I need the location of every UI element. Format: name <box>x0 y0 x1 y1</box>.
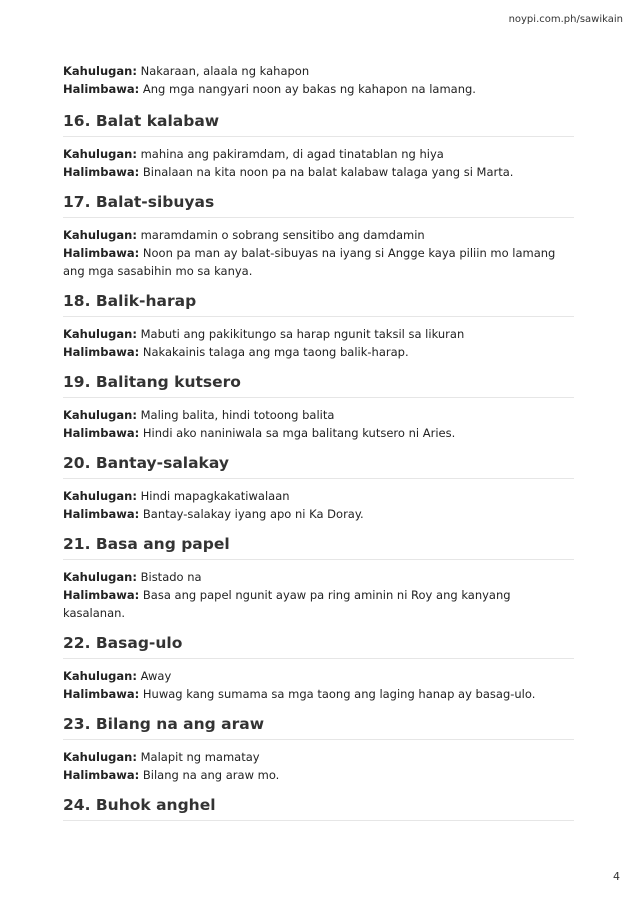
entry-title: 22. Basag-ulo <box>63 634 574 659</box>
meaning-text: Malapit ng mamatay <box>140 750 260 764</box>
idiom-entry <box>63 634 574 703</box>
meaning-text: Hindi mapagkakatiwalaan <box>140 489 290 503</box>
meaning-label: Kahulugan: <box>63 489 137 503</box>
meaning-text: Nakaraan, alaala ng kahapon <box>140 64 310 78</box>
entry-title: 20. Bantay-salakay <box>63 454 574 479</box>
meaning-label: Kahulugan: <box>63 64 137 78</box>
idiom-entry <box>63 454 574 523</box>
source-url[interactable]: noypi.com.ph/sawikain <box>508 14 623 25</box>
meaning-line <box>63 748 574 766</box>
meaning-line <box>63 325 574 343</box>
example-text: Noon pa man ay balat-sibuyas na iyang si Angge kaya piliin mo lamang ang mga sasabihin mo sa kanya. <box>63 246 556 278</box>
example-label: Halimbawa: <box>63 588 140 602</box>
entry-title: 17. Balat-sibuyas <box>63 193 574 218</box>
meaning-label: Kahulugan: <box>63 750 137 764</box>
page-number: 4 <box>613 870 620 883</box>
example-label: Halimbawa: <box>63 345 140 359</box>
example-line <box>63 685 574 703</box>
meaning-label: Kahulugan: <box>63 669 137 683</box>
example-label: Halimbawa: <box>63 507 140 521</box>
example-line <box>63 343 574 361</box>
meaning-line <box>63 226 574 244</box>
example-text: Bantay-salakay iyang apo ni Ka Doray. <box>142 507 364 521</box>
meaning-line <box>63 62 574 80</box>
meaning-label: Kahulugan: <box>63 327 137 341</box>
example-label: Halimbawa: <box>63 426 140 440</box>
example-text: Hindi ako naniniwala sa mga balitang kutsero ni Aries. <box>142 426 456 440</box>
example-line <box>63 80 574 98</box>
page-content <box>63 62 574 833</box>
meaning-line <box>63 568 574 586</box>
example-text: Nakakainis talaga ang mga taong balik-harap. <box>142 345 409 359</box>
entry-title: 23. Bilang na ang araw <box>63 715 574 740</box>
example-label: Halimbawa: <box>63 82 140 96</box>
meaning-text: Bistado na <box>140 570 202 584</box>
idiom-entry <box>63 193 574 280</box>
entry-title: 18. Balik-harap <box>63 292 574 317</box>
previous-entry-continuation <box>63 62 574 98</box>
meaning-text: maramdamin o sobrang sensitibo ang damdamin <box>140 228 425 242</box>
example-text: Basa ang papel ngunit ayaw pa ring aminin ni Roy ang kanyang kasalanan. <box>63 588 511 620</box>
meaning-text: mahina ang pakiramdam, di agad tinatablan ng hiya <box>140 147 444 161</box>
example-label: Halimbawa: <box>63 165 140 179</box>
example-text: Huwag kang sumama sa mga taong ang laging hanap ay basag-ulo. <box>142 687 536 701</box>
meaning-line <box>63 487 574 505</box>
meaning-label: Kahulugan: <box>63 228 137 242</box>
example-line <box>63 586 574 622</box>
meaning-line <box>63 145 574 163</box>
example-line <box>63 424 574 442</box>
meaning-label: Kahulugan: <box>63 408 137 422</box>
entry-title: 19. Balitang kutsero <box>63 373 574 398</box>
idiom-entry <box>63 112 574 181</box>
example-line <box>63 505 574 523</box>
example-label: Halimbawa: <box>63 687 140 701</box>
example-label: Halimbawa: <box>63 768 140 782</box>
meaning-text: Maling balita, hindi totoong balita <box>140 408 335 422</box>
idiom-entry <box>63 292 574 361</box>
entry-title: 21. Basa ang papel <box>63 535 574 560</box>
example-line <box>63 766 574 784</box>
idiom-entry <box>63 373 574 442</box>
meaning-label: Kahulugan: <box>63 147 137 161</box>
example-text: Binalaan na kita noon pa na balat kalabaw talaga yang si Marta. <box>142 165 514 179</box>
example-text: Ang mga nangyari noon ay bakas ng kahapon na lamang. <box>142 82 476 96</box>
example-line <box>63 244 574 280</box>
example-line <box>63 163 574 181</box>
meaning-text: Mabuti ang pakikitungo sa harap ngunit taksil sa likuran <box>140 327 465 341</box>
entry-title: 24. Buhok anghel <box>63 796 574 821</box>
example-label: Halimbawa: <box>63 246 140 260</box>
meaning-text: Away <box>140 669 172 683</box>
idiom-entry <box>63 715 574 784</box>
idiom-entry <box>63 796 574 821</box>
meaning-label: Kahulugan: <box>63 570 137 584</box>
example-text: Bilang na ang araw mo. <box>142 768 280 782</box>
entry-title: 16. Balat kalabaw <box>63 112 574 137</box>
meaning-line <box>63 667 574 685</box>
meaning-line <box>63 406 574 424</box>
idiom-entry <box>63 535 574 622</box>
